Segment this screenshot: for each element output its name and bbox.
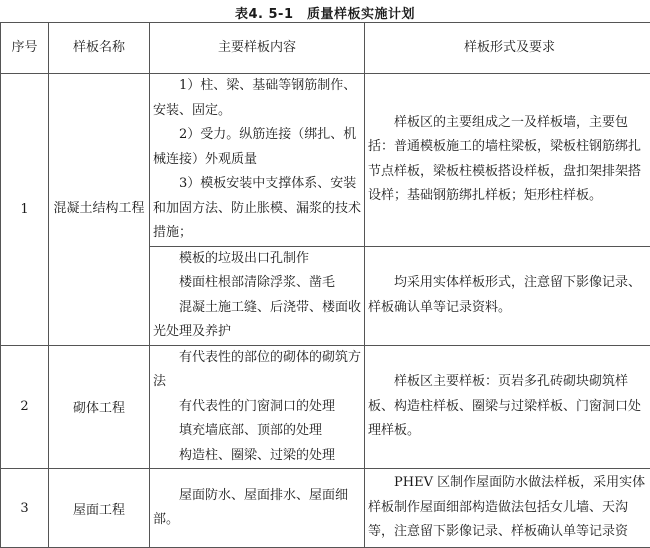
header-requirement: 样板形式及要求 <box>365 23 650 74</box>
table-header-row <box>1 23 650 74</box>
content-line: 混凝土施工缝、后浇带、楼面收光处理及养护 <box>153 296 361 345</box>
row-name: 砌体工程 <box>49 345 150 469</box>
content-line: 2）受力。纵筋连接（绑扎、机械连接）外观质量 <box>153 123 361 172</box>
header-no: 序号 <box>1 23 49 74</box>
content-line: 填充墙底部、顶部的处理 <box>153 419 361 444</box>
quality-sample-plan-table <box>0 22 650 548</box>
header-content: 主要样板内容 <box>150 23 365 74</box>
row-name <box>49 74 150 346</box>
table-row <box>1 74 650 247</box>
row-name-text: 混凝土结构工程 <box>49 197 149 221</box>
content-line: 1）柱、梁、基础等钢筋制作、安装、固定。 <box>153 74 361 123</box>
row-content <box>150 246 365 345</box>
row-name: 屋面工程 <box>49 469 150 548</box>
content-line: 有代表性的部位的砌体的砌筑方法 <box>153 346 361 395</box>
content-line: 楼面柱根部清除浮浆、凿毛 <box>153 271 361 296</box>
requirement-text: 样板区的主要组成之一及样板墙，主要包括：普通模板施工的墙柱梁板，梁板柱钢筋绑扎节点样板，梁板柱模板搭设样板，盘扣架排架搭设样；基础钢筋绑扎样板；矩形柱样板。 <box>368 111 650 209</box>
row-content <box>150 74 365 247</box>
row-no: 1 <box>1 74 49 346</box>
content-line: 模板的垃圾出口孔制作 <box>153 247 361 272</box>
row-no: 2 <box>1 345 49 469</box>
header-name: 样板名称 <box>49 23 150 74</box>
row-no: 3 <box>1 469 49 548</box>
requirement-text: 均采用实体样板形式，注意留下影像记录、样板确认单等记录资料。 <box>368 271 650 320</box>
row-content <box>150 345 365 469</box>
requirement-text: PHEV 区制作屋面防水做法样板，采用实体样板制作屋面细部构造做法包括女儿墙、天沟等，注意留下影像记录、样板确认单等记录资 <box>368 471 650 545</box>
content-line: 有代表性的门窗洞口的处理 <box>153 395 361 420</box>
content-line: 3）模板安装中支撑体系、安装和加固方法、防止胀模、漏浆的技术措施； <box>153 172 361 246</box>
row-requirement <box>365 74 650 247</box>
table-title: 表4. 5-1 质量样板实施计划 <box>0 3 650 22</box>
requirement-text: 样板区主要样板：页岩多孔砖砌块砌筑样板、构造柱样板、圈梁与过梁样板、门窗洞口处理样板。 <box>368 370 650 444</box>
table-row <box>1 345 650 469</box>
row-requirement <box>365 246 650 345</box>
row-requirement <box>365 345 650 469</box>
content-line: 屋面防水、屋面排水、屋面细部。 <box>153 484 361 533</box>
content-line: 构造柱、圈梁、过梁的处理 <box>153 444 361 469</box>
